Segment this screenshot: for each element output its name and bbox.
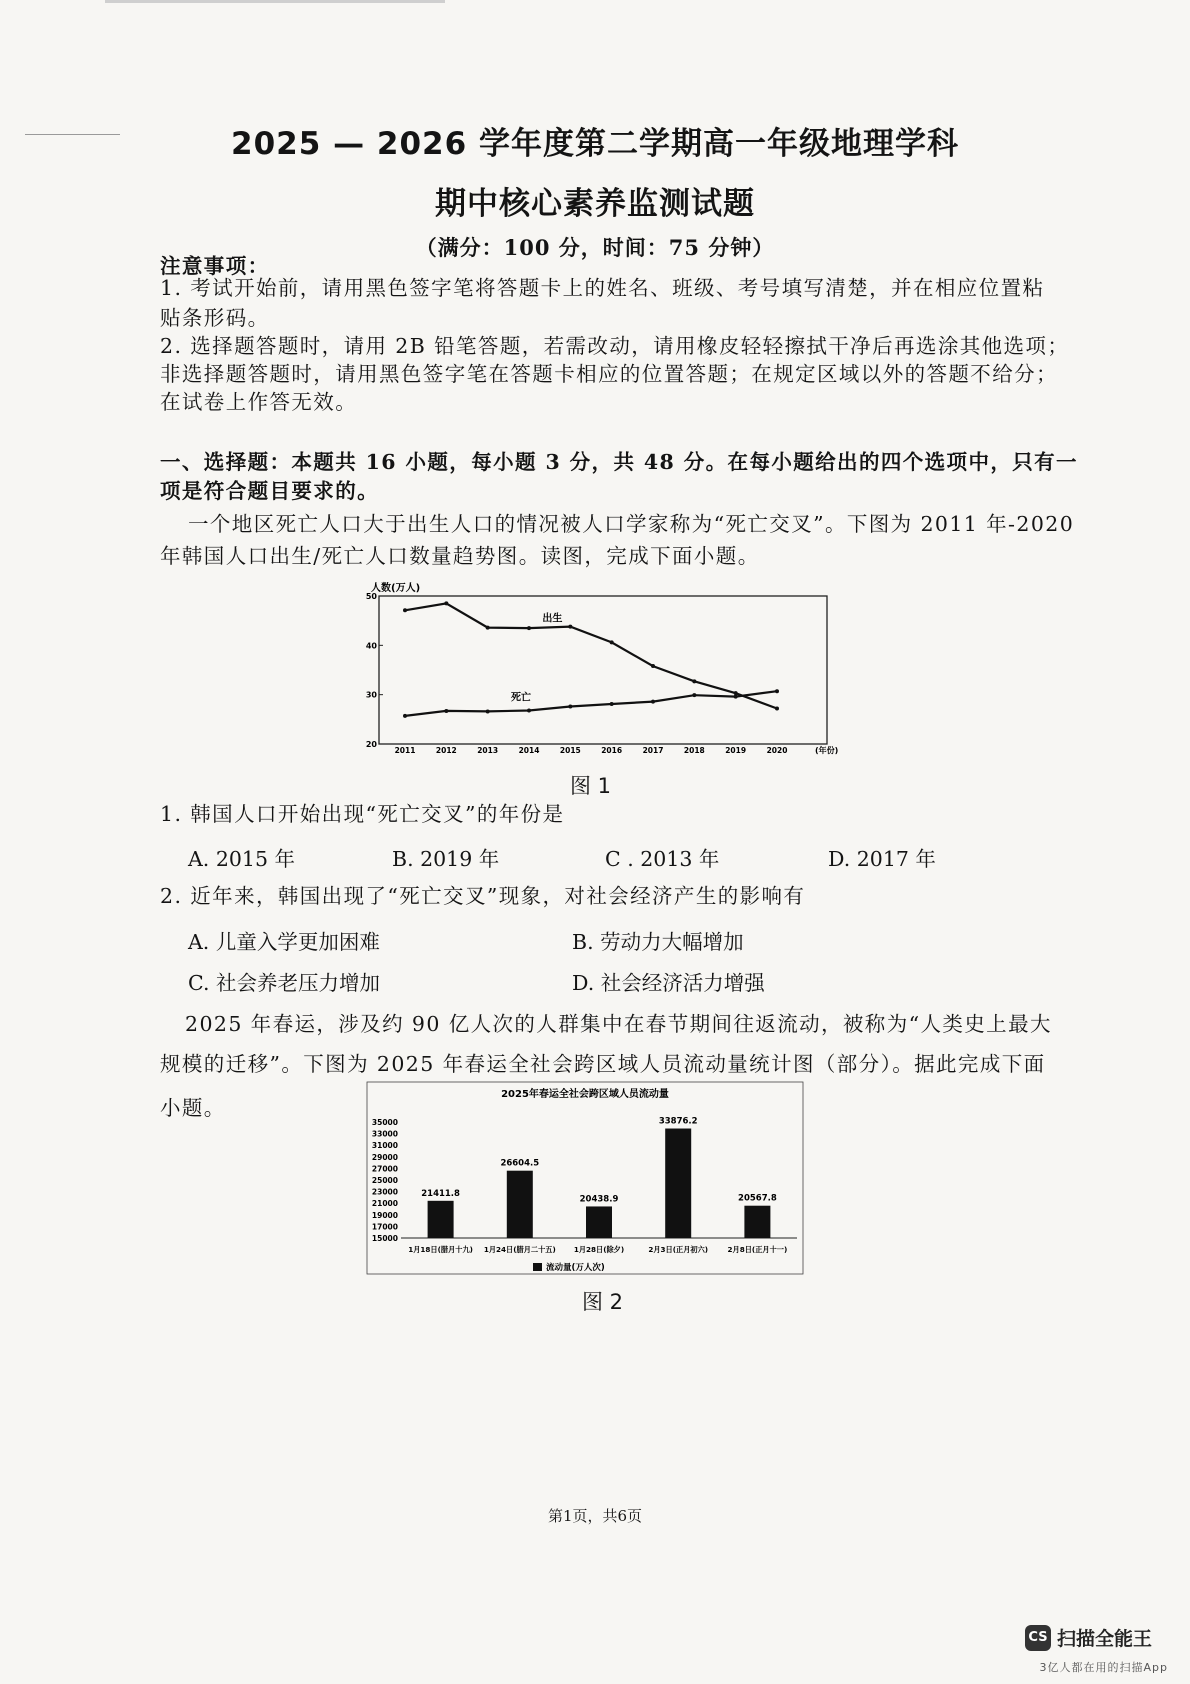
x-tick-label: 1月18日(腊月十九) [408,1245,473,1254]
x-tick-label: 2019 [725,746,747,755]
notice-line: 1. 考试开始前，请用黑色签字笔将答题卡上的姓名、班级、考号填写清楚，并在相应位置粘 [160,276,1045,300]
y-tick-label: 40 [365,641,377,651]
x-tick-label: 2017 [642,746,664,755]
notice-line: 贴条形码。 [160,306,270,330]
data-point [610,702,614,706]
exam-score-time: （满分：100 分，时间：75 分钟） [415,235,775,260]
figure-1-caption: 图 1 [570,774,612,798]
series-label-death: 死亡 [511,692,531,704]
data-point [734,691,738,695]
passage-line: 一个地区死亡人口大于出生人口的情况被人口学家称为“死亡交叉”。下图为 2011 年-2020 [188,512,1075,536]
scanner-tagline: 3亿人都在用的扫描App [1039,1661,1168,1674]
data-point [527,626,531,630]
x-tick-label: 1月28日(除夕) [573,1245,625,1254]
y-tick-label: 23000 [371,1187,398,1197]
bar-value-label: 21411.8 [421,1188,460,1199]
passage-line: 2025 年春运，涉及约 90 亿人次的人群集中在春节期间往返流动，被称为“人类史上最大 [185,1012,1052,1036]
y-tick-label: 30 [365,690,377,700]
x-tick-label: 2018 [683,746,705,755]
x-tick-label: 2014 [518,746,540,755]
y-tick-label: 21000 [371,1199,398,1209]
section-heading: 项是符合题目要求的。 [160,479,379,503]
bar-value-label: 26604.5 [500,1158,540,1169]
population-line-chart [365,580,845,760]
data-point [403,608,407,612]
y-axis-label: 人数(万人) [371,583,421,594]
chart-title: 2025年春运全社会跨区域人员流动量 [501,1089,669,1100]
section-heading: 一、选择题：本题共 16 小题，每小题 3 分，共 48 分。在每小题给出的四个选项中，只有一 [160,450,1078,474]
bar-value-label: 20438.9 [579,1194,619,1205]
scanner-logo-icon: CS [1025,1625,1051,1651]
data-point [403,714,407,718]
series-label-birth: 出生 [542,613,563,625]
q2-option-c[interactable]: C. 社会养老压力增加 [188,971,380,995]
chart-bars [421,1117,777,1238]
x-tick-label: 2013 [477,746,499,755]
bar [586,1206,612,1238]
bar [507,1171,533,1238]
x-tick-label: 1月24日(腊月二十五) [483,1245,556,1254]
y-tick-label: 25000 [371,1176,398,1185]
data-point [610,640,614,644]
q1-option-b[interactable]: B. 2019 年 [392,847,500,871]
data-point [734,695,738,699]
scan-artifact [105,0,445,3]
y-tick-label: 27000 [371,1164,398,1174]
x-tick-label: 2020 [766,746,788,755]
q1-option-c[interactable]: C . 2013 年 [605,847,720,871]
bar [428,1201,454,1238]
migration-bar-chart [365,1080,805,1276]
question-1-stem: 1. 韩国人口开始出现“死亡交叉”的年份是 [160,802,565,826]
x-tick-label: 2月3日(正月初六) [648,1245,709,1254]
scanner-watermark [1025,1624,1152,1651]
question-2-stem: 2. 近年来，韩国出现了“死亡交叉”现象，对社会经济产生的影响有 [160,884,806,908]
bar [665,1129,691,1238]
q2-option-d[interactable]: D. 社会经济活力增强 [572,971,765,995]
notice-line: 非选择题答题时，请用黑色签字笔在答题卡相应的位置答题；在规定区域以外的答题不给分； [160,362,1058,386]
page-number: 第1页，共6页 [547,1507,643,1525]
data-point [568,625,572,629]
data-point [486,626,490,630]
y-tick-label: 19000 [371,1210,398,1220]
data-point [775,689,779,693]
data-point [692,693,696,697]
y-tick-label: 15000 [371,1234,398,1243]
y-tick-label: 20 [365,740,377,749]
x-tick-label: 2015 [559,746,581,755]
bar-value-label: 20567.8 [738,1193,777,1204]
y-tick-label: 35000 [371,1118,398,1127]
scanner-name: 扫描全能王 [1056,1628,1152,1650]
passage-line: 规模的迁移”。下图为 2025 年春运全社会跨区域人员流动量统计图（部分）。据此完成下面 [160,1052,1046,1076]
q1-option-d[interactable]: D. 2017 年 [828,847,936,871]
q1-option-a[interactable]: A. 2015 年 [188,847,296,871]
notice-line: 2. 选择题答题时，请用 2B 铅笔答题，若需改动，请用橡皮轻轻擦拭干净后再选涂其他选项； [160,334,1070,358]
chart-axes [367,1082,803,1274]
data-point [568,705,572,709]
x-axis-label: (年份) [815,746,839,755]
passage-line: 年韩国人口出生/死亡人口数量趋势图。读图，完成下面小题。 [160,544,760,568]
legend-swatch [533,1263,542,1271]
figure-2-caption: 图 2 [582,1290,624,1314]
data-point [775,706,779,710]
y-tick-label: 29000 [371,1152,398,1162]
y-tick-label: 33000 [371,1129,398,1139]
data-point [692,679,696,683]
bar-value-label: 33876.2 [658,1116,698,1127]
chart-series [403,601,779,717]
series-line-birth [405,603,777,708]
data-point [651,700,655,704]
series-line-death [405,691,777,716]
x-tick-label: 2016 [601,746,623,755]
exam-title: 2025 — 2026 学年度第二学期高一年级地理学科 [231,126,959,162]
chart-axes [366,592,827,755]
x-tick-label: 2012 [435,746,457,755]
legend-label: 流动量(万人次) [546,1263,605,1273]
notice-heading: 注意事项： [160,254,270,278]
y-tick-label: 50 [365,592,377,601]
data-point [486,709,490,713]
notice-line: 在试卷上作答无效。 [160,390,358,414]
exam-subtitle: 期中核心素养监测试题 [435,186,755,222]
y-tick-label: 17000 [371,1222,398,1232]
q2-option-b[interactable]: B. 劳动力大幅增加 [572,930,744,954]
x-tick-label: 2011 [394,746,416,755]
data-point [444,709,448,713]
y-tick-label: 31000 [371,1141,398,1151]
data-point [444,601,448,605]
passage-line: 小题。 [160,1096,226,1120]
data-point [527,708,531,712]
x-tick-label: 2月8日(正月十一) [727,1245,788,1254]
q2-option-a[interactable]: A. 儿童入学更加困难 [188,930,380,954]
bar [744,1206,770,1238]
plot-frame [379,596,827,744]
data-point [651,664,655,668]
